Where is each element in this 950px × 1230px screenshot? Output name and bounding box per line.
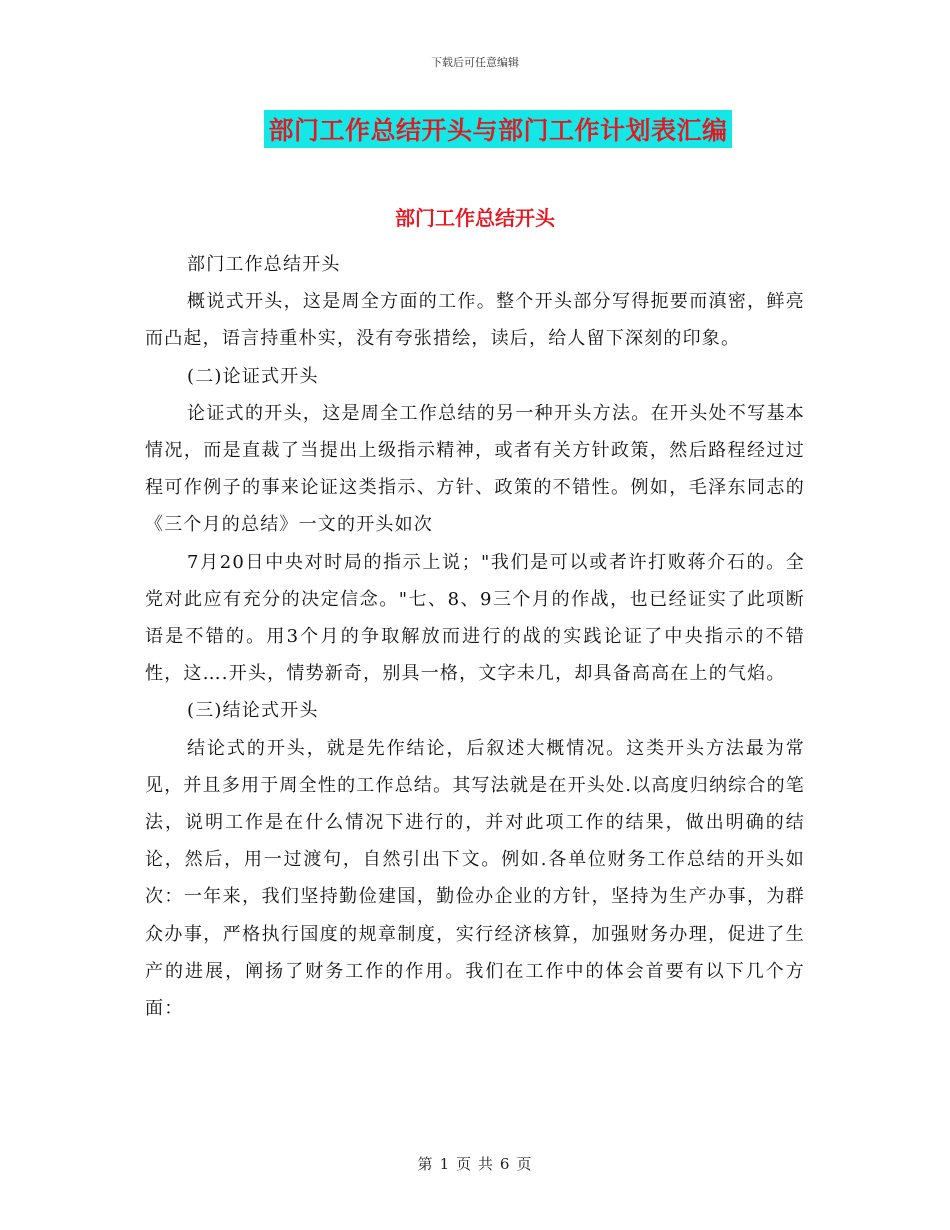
body-paragraph: 结论式的开头，就是先作结论，后叙述大概情况。这类开头方法最为常见，并且多用于周全性的工作总结。其写法就是在开头处.以高度归纳综合的笔法，说明工作是在什么情况下进行的，并对此项工作的结果，做出明确的结论，然后，用一过渡句，自然引出下文。例如.各单位财务工作总结的开头如次：一年来，我们坚持勤俭建国，勤俭办企业的方针，坚持为生产办事，为群众办事，严格执行国度的规章制度，实行经济核算，加强财务办理，促进了生产的进展，阐扬了财务工作的作用。我们在工作中的体会首要有以下几个方面： <box>145 737 805 1020</box>
body-paragraph: 部门工作总结开头 <box>187 254 341 275</box>
title-block <box>0 110 950 148</box>
total-pages-number: 6 <box>499 1155 511 1173</box>
document-title: 部门工作总结开头与部门工作计划表汇编 <box>264 110 731 148</box>
footer-suffix: 页 <box>516 1155 533 1173</box>
current-page-number: 1 <box>439 1155 451 1173</box>
section-title: 部门工作总结开头 <box>395 206 555 230</box>
footer-prefix: 第 <box>417 1155 434 1173</box>
page-footer <box>0 1153 950 1174</box>
subheading-paragraph: (二)论证式开头 <box>187 365 319 387</box>
body-paragraph: 概说式开头，这是周全方面的工作。整个开头部分写得扼要而滇密，鲜亮而凸起，语言持重朴实，没有夸张措绘，读后，给人留下深刻的印象。 <box>145 291 805 350</box>
subheading-paragraph: (三)结论式开头 <box>187 700 319 722</box>
body-paragraph: 论证式的开头，这是周全工作总结的另一种开头方法。在开头处不写基本情况，而是直裁了当提出上级指示精神，或者有关方针政策，然后路程经过过程可作例子的事来论证这类指示、方针、政策的不错性。例如，毛泽东同志的《三个月的总结》一文的开头如次 <box>145 402 805 536</box>
document-body <box>145 246 805 1027</box>
header-note: 下载后可任意编辑 <box>431 56 519 69</box>
footer-middle: 页 共 <box>456 1155 494 1173</box>
body-paragraph: 7月20日中央对时局的指示上说；"我们是可以或者许打败蒋介石的。全党对此应有充分的决定信念。"七、8、9三个月的作战，也已经证实了此项断语是不错的。用3个月的争取解放而进行的战的实践论证了中央指示的不错性，这….开头，情势新奇，别具一格，文字未几，却具备高高在上的气焰。 <box>145 551 805 685</box>
